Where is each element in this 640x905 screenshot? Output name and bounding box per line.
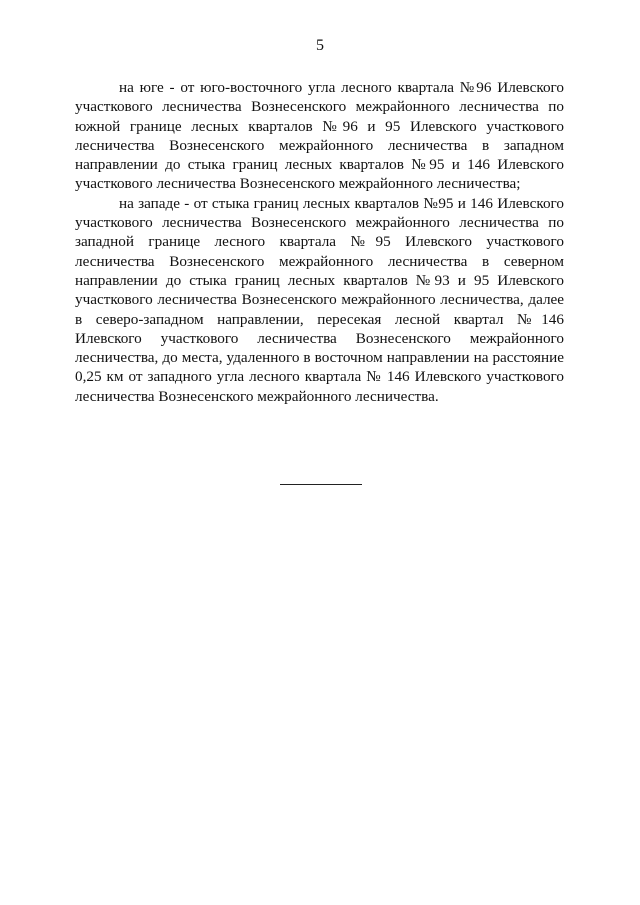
page-number: 5 <box>316 37 324 54</box>
paragraph-south-boundary: на юге - от юго-восточного угла лесного квартала №96 Илевского участкового лесничества Вознесенского межрайонного лесничества по южной границе лесных кварталов №96 и 95 Илевского участкового лесничества Вознесенского межрайонного лесничества в западном направлении до стыка границ лесных кварталов №95 и 146 Илевского участкового лесничества Вознесенского межрайонного лесничества; <box>75 79 564 193</box>
document-body <box>75 78 564 406</box>
end-of-text-line <box>280 484 362 485</box>
paragraph-west-boundary: на западе - от стыка границ лесных кварталов №95 и 146 Илевского участкового лесничества Вознесенского межрайонного лесничества по западной границе лесного квартала №95 Илевского участкового лесничества Вознесенского межрайонного лесничества в северном направлении до стыка границ лесных кварталов №93 и 95 Илевского участкового лесничества Вознесенского межрайонного лесничества, далее в северо-западном направлении, пересекая лесной квартал №146 Илевского участкового лесничества Вознесенского межрайонного лесничества, до места, удаленного в восточном направлении на расстояние 0,25 км от западного угла лесного квартала № 146 Илевского участкового лесничества Вознесенского межрайонного лесничества. <box>75 194 564 405</box>
